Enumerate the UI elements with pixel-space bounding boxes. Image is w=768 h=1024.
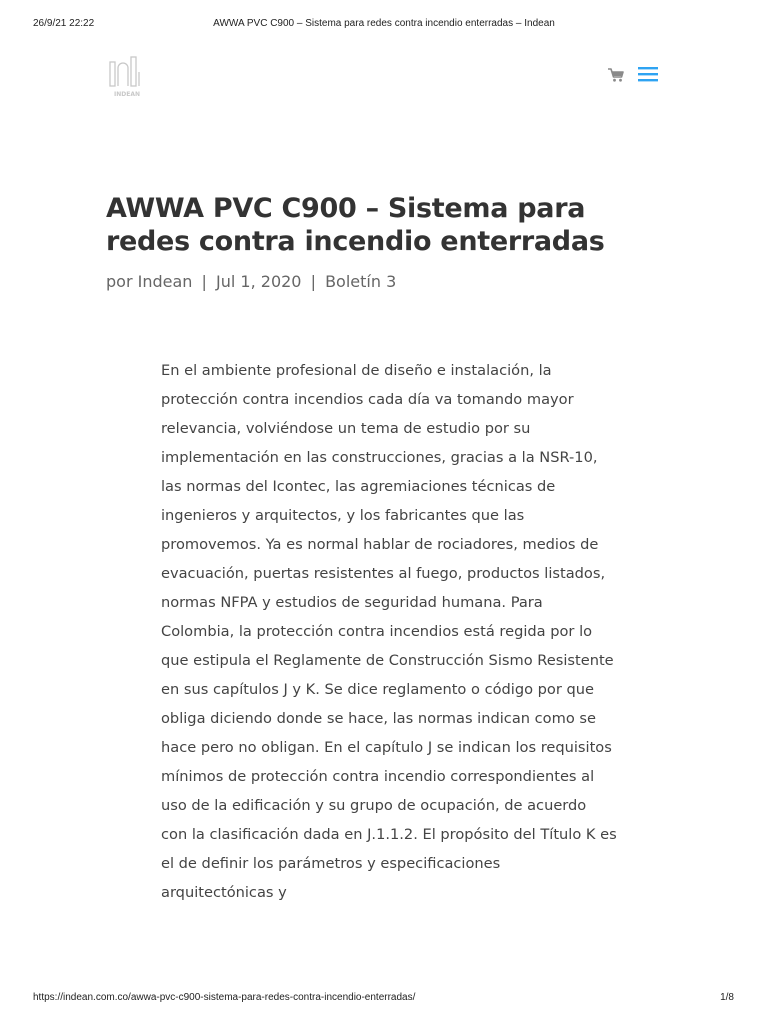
hamburger-menu-icon[interactable] <box>638 65 658 83</box>
post-date: Jul 1, 2020 <box>216 272 302 291</box>
meta-separator: | <box>310 272 316 291</box>
post-meta <box>106 272 396 291</box>
indean-logo-icon <box>109 56 145 98</box>
print-document-title: AWWA PVC C900 – Sistema para redes contra incendio enterradas – Indean <box>213 18 555 29</box>
logo-wordmark: INDEAN <box>114 91 140 98</box>
post-paragraph: En el ambiente profesional de diseño e instalación, la protección contra incendios cada día va tomando mayor relevancia, volviéndose un tema de estudio por su implementación en las construcciones, gracias a la NSR-10, las normas del Icontec, las agremiaciones técnicas de ingenieros y arquitectos, y los fabricantes que las promovemos. Ya es normal hablar de rociadores, medios de evacuación, puertas resistentes al fuego, productos listados, normas NFPA y estudios de seguridad humana. Para Colombia, la protección contra incendios está regida por lo que estipula el Reglamente de Construcción Sismo Resistente en sus capítulos J y K. Se dice reglamento o código por que obliga diciendo donde se hace, las normas indican como se hace pero no obligan. En el capítulo J se indican los requisitos mínimos de protección contra incendio correspondientes al uso de la edificación y su grupo de ocupación, de acuerdo con la clasificación dada en J.1.1.2. El propósito del Título K es el de definir los parámetros y especificaciones arquitectónicas y <box>161 362 617 901</box>
print-datetime: 26/9/21 22:22 <box>33 18 95 29</box>
cart-icon[interactable] <box>607 67 625 83</box>
meta-separator: | <box>201 272 207 291</box>
print-header <box>0 0 768 50</box>
post-content <box>161 356 617 976</box>
author-link[interactable]: Indean <box>137 272 193 291</box>
print-page-number: 1/8 <box>720 992 734 1003</box>
meta-author-prefix: por <box>106 272 133 291</box>
category-link[interactable]: Boletín 3 <box>325 272 397 291</box>
post-title: AWWA PVC C900 – Sistema para redes contra incendio enterradas <box>106 193 605 257</box>
site-logo[interactable] <box>109 56 145 98</box>
print-footer <box>0 992 768 1012</box>
print-page-url: https://indean.com.co/awwa-pvc-c900-sistema-para-redes-contra-incendio-enterradas/ <box>33 992 416 1003</box>
site-header <box>0 50 768 110</box>
